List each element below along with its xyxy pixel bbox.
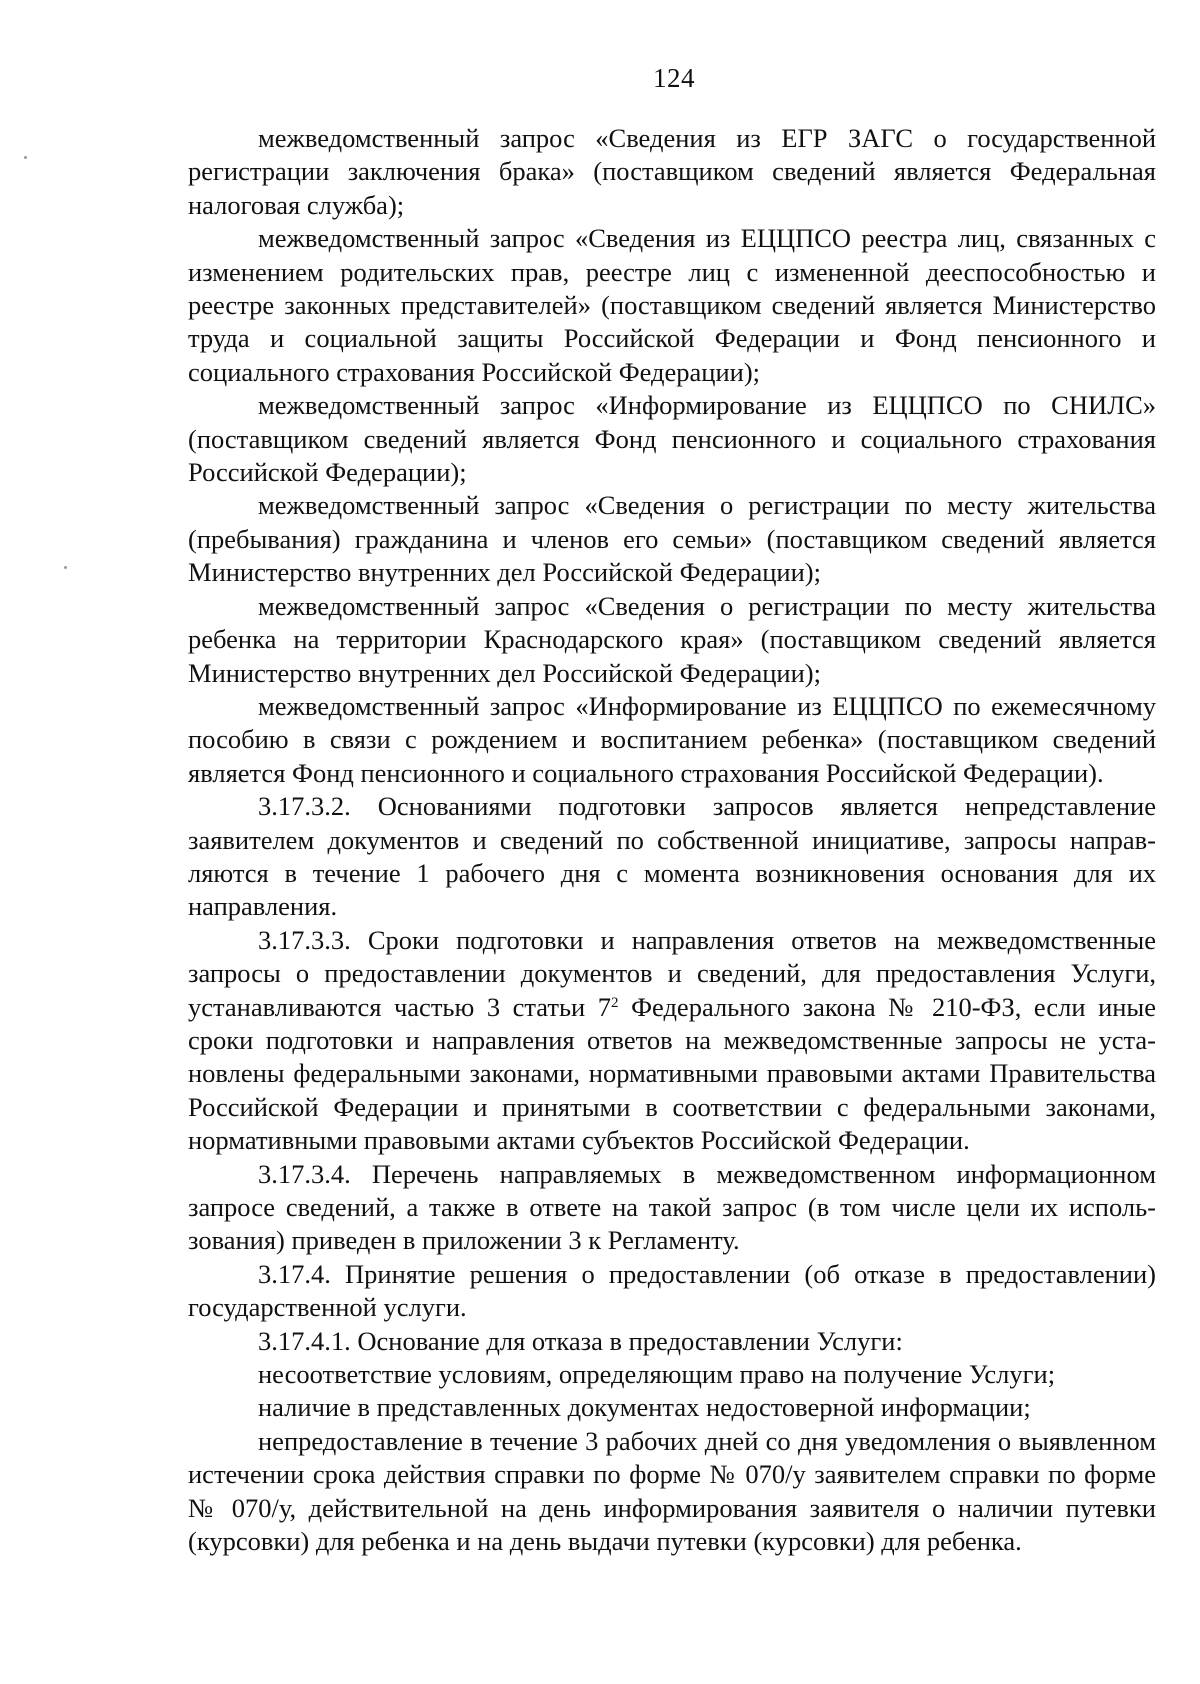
paragraph: 3.17.4.1. Основание для отказа в предоставлении Услуги: [258, 1325, 903, 1356]
scan-speck [24, 156, 27, 159]
paragraph: 3.17.3.2. Основаниями подготовки запросов является непредставление заявителем документов и сведений по собственной инициативе, запросы направляются в течение 1 рабочего дня с момента возникновения основания для их направления. [188, 791, 1156, 922]
paragraph [188, 924, 1156, 1158]
superscript: 2 [611, 994, 619, 1011]
paragraph-text: Федерального закона № 210-ФЗ, если иные сроки подготовки и направления ответов на межведомственные запросы не установлены федеральными законами, нормативными правовыми актами Правительства Российской Федерации и принятыми в соответствии с федеральными законами, нормативными правовыми актами субъектов Российской Федерации. [188, 991, 1156, 1156]
document-body [188, 122, 1156, 1558]
paragraph: несоответствие условиям, определяющим право на получение Услуги; [258, 1359, 1056, 1390]
paragraph: межведомственный запрос «Информирование из ЕЦЦПСО по СНИЛС» (поставщиком сведений является Фонд пенсионного и социального страхования Российской Федерации); [188, 390, 1156, 488]
paragraph: 3.17.3.4. Перечень направляемых в межведомственном информационном запросе сведений, а также в ответе на такой запрос (в том числе цели их использования) приведен в приложении 3 к Регламенту. [188, 1158, 1156, 1256]
scan-speck [64, 566, 67, 569]
paragraph: 3.17.4. Принятие решения о предоставлении (об отказе в предоставлении) государственной услуги. [188, 1258, 1156, 1323]
paragraph: межведомственный запрос «Сведения о регистрации по месту жительства ребенка на территории Краснодарского края» (поставщиком сведений является Министерство внутренних дел Российской Федерации); [188, 590, 1156, 688]
paragraph: межведомственный запрос «Сведения из ЕЦЦПСО реестра лиц, связанных с изменением родительских прав, реестре лиц с измененной дееспособностью и реестре законных представителей» (поставщиком сведений является Министерство труда и социальной защиты Российской Федерации и Фонд пенсионного и социального страхования Российской Федерации); [188, 223, 1156, 387]
paragraph: наличие в представленных документах недостоверной информации; [258, 1392, 1031, 1423]
paragraph: непредоставление в течение 3 рабочих дней со дня уведомления о выявленном истечении срока действия справки по форме № 070/у заявителем справки по форме № 070/у, действительной на день информирования заявителя о наличии путевки (курсовки) для ребенка и на день выдачи путевки (курсовки) для ребенка. [188, 1425, 1156, 1557]
paragraph: межведомственный запрос «Сведения о регистрации по месту жительства (пребывания) гражданина и членов его семьи» (поставщиком сведений является Министерство внутренних дел Российской Федерации); [188, 490, 1156, 588]
paragraph-text: 3.17.3.3. Сроки подготовки и направления ответов на межведомственные запросы о предоставлении документов и сведений, для предоставления Услуги, устанавливаются частью 3 статьи 7 [188, 924, 1156, 1022]
paragraph: межведомственный запрос «Информирование из ЕЦЦПСО по ежемесячному пособию в связи с рождением и воспитанием ребенка» (поставщиком сведений является Фонд пенсионного и социального страхования Российской Федерации). [188, 690, 1156, 788]
page-number: 124 [653, 63, 695, 93]
paragraph: межведомственный запрос «Сведения из ЕГР ЗАГС о государственной регистрации заключения брака» (поставщиком сведений является Федеральная налоговая служба); [188, 123, 1156, 220]
